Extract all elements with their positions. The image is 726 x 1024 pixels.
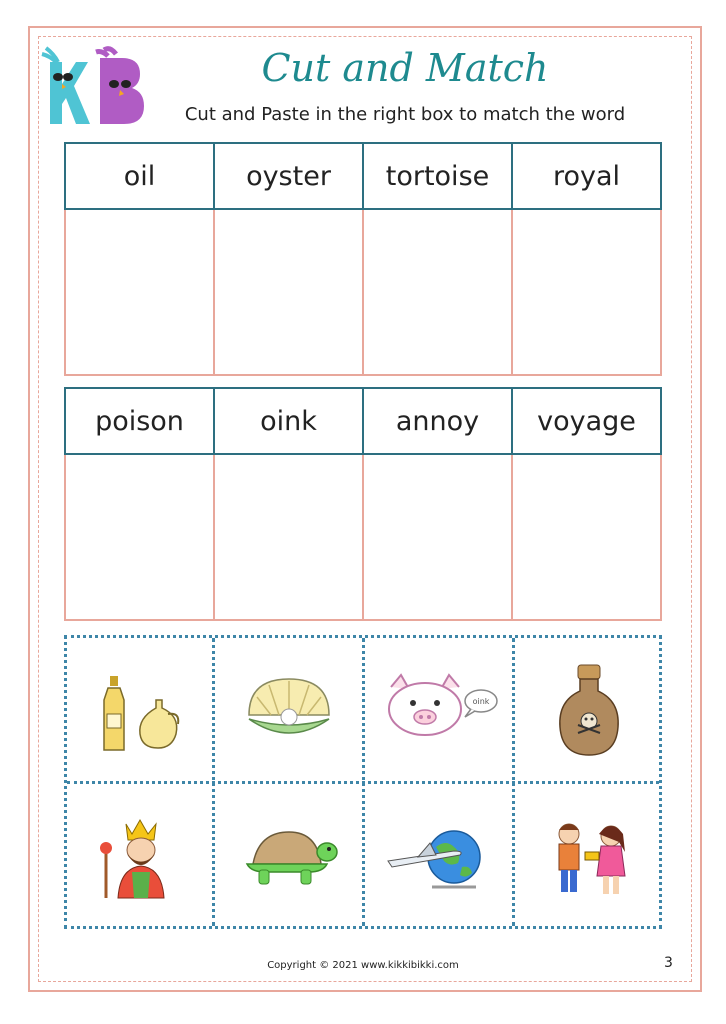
word-cell: oink xyxy=(214,388,363,454)
oink-bubble-text: oink xyxy=(472,696,490,706)
tortoise-image[interactable] xyxy=(215,784,363,929)
paste-box[interactable] xyxy=(512,454,661,620)
poison-bottle-icon xyxy=(554,661,624,761)
word-cell: oyster xyxy=(214,143,363,209)
paste-box[interactable] xyxy=(512,209,661,375)
paste-box[interactable] xyxy=(363,454,512,620)
annoyed-kids-image[interactable] xyxy=(515,784,663,929)
king-image[interactable] xyxy=(67,784,215,929)
word-table-2 xyxy=(64,387,662,621)
word-cell: royal xyxy=(512,143,661,209)
pig-icon xyxy=(379,671,499,751)
oil-bottle-icon xyxy=(96,666,186,756)
kb-logo xyxy=(40,44,150,128)
airplane-globe-icon xyxy=(384,817,494,897)
word-cell: annoy xyxy=(363,388,512,454)
king-icon xyxy=(96,812,186,902)
oil-bottles-image[interactable] xyxy=(67,638,215,783)
paste-box[interactable] xyxy=(214,209,363,375)
pig-oink-image[interactable] xyxy=(365,638,513,783)
cutout-grid xyxy=(64,635,662,929)
word-cell: poison xyxy=(65,388,214,454)
worksheet-title: Cut and Match xyxy=(261,46,549,90)
paste-box[interactable] xyxy=(65,454,214,620)
word-cell: tortoise xyxy=(363,143,512,209)
word-table-1 xyxy=(64,142,662,376)
paste-box[interactable] xyxy=(65,209,214,375)
airplane-globe-image[interactable] xyxy=(365,784,513,929)
oyster-pearl-image[interactable] xyxy=(215,638,363,783)
worksheet-instructions: Cut and Paste in the right box to match the word xyxy=(184,104,626,125)
annoyed-kids-icon xyxy=(539,812,639,902)
page-number: 3 xyxy=(664,955,673,971)
word-cell: voyage xyxy=(512,388,661,454)
paste-box[interactable] xyxy=(363,209,512,375)
copyright-text: Copyright © 2021 www.kikkibikki.com xyxy=(267,960,459,971)
word-cell: oil xyxy=(65,143,214,209)
poison-bottle-image[interactable] xyxy=(515,638,663,783)
tortoise-icon xyxy=(239,822,339,892)
paste-box[interactable] xyxy=(214,454,363,620)
oyster-icon xyxy=(239,671,339,751)
